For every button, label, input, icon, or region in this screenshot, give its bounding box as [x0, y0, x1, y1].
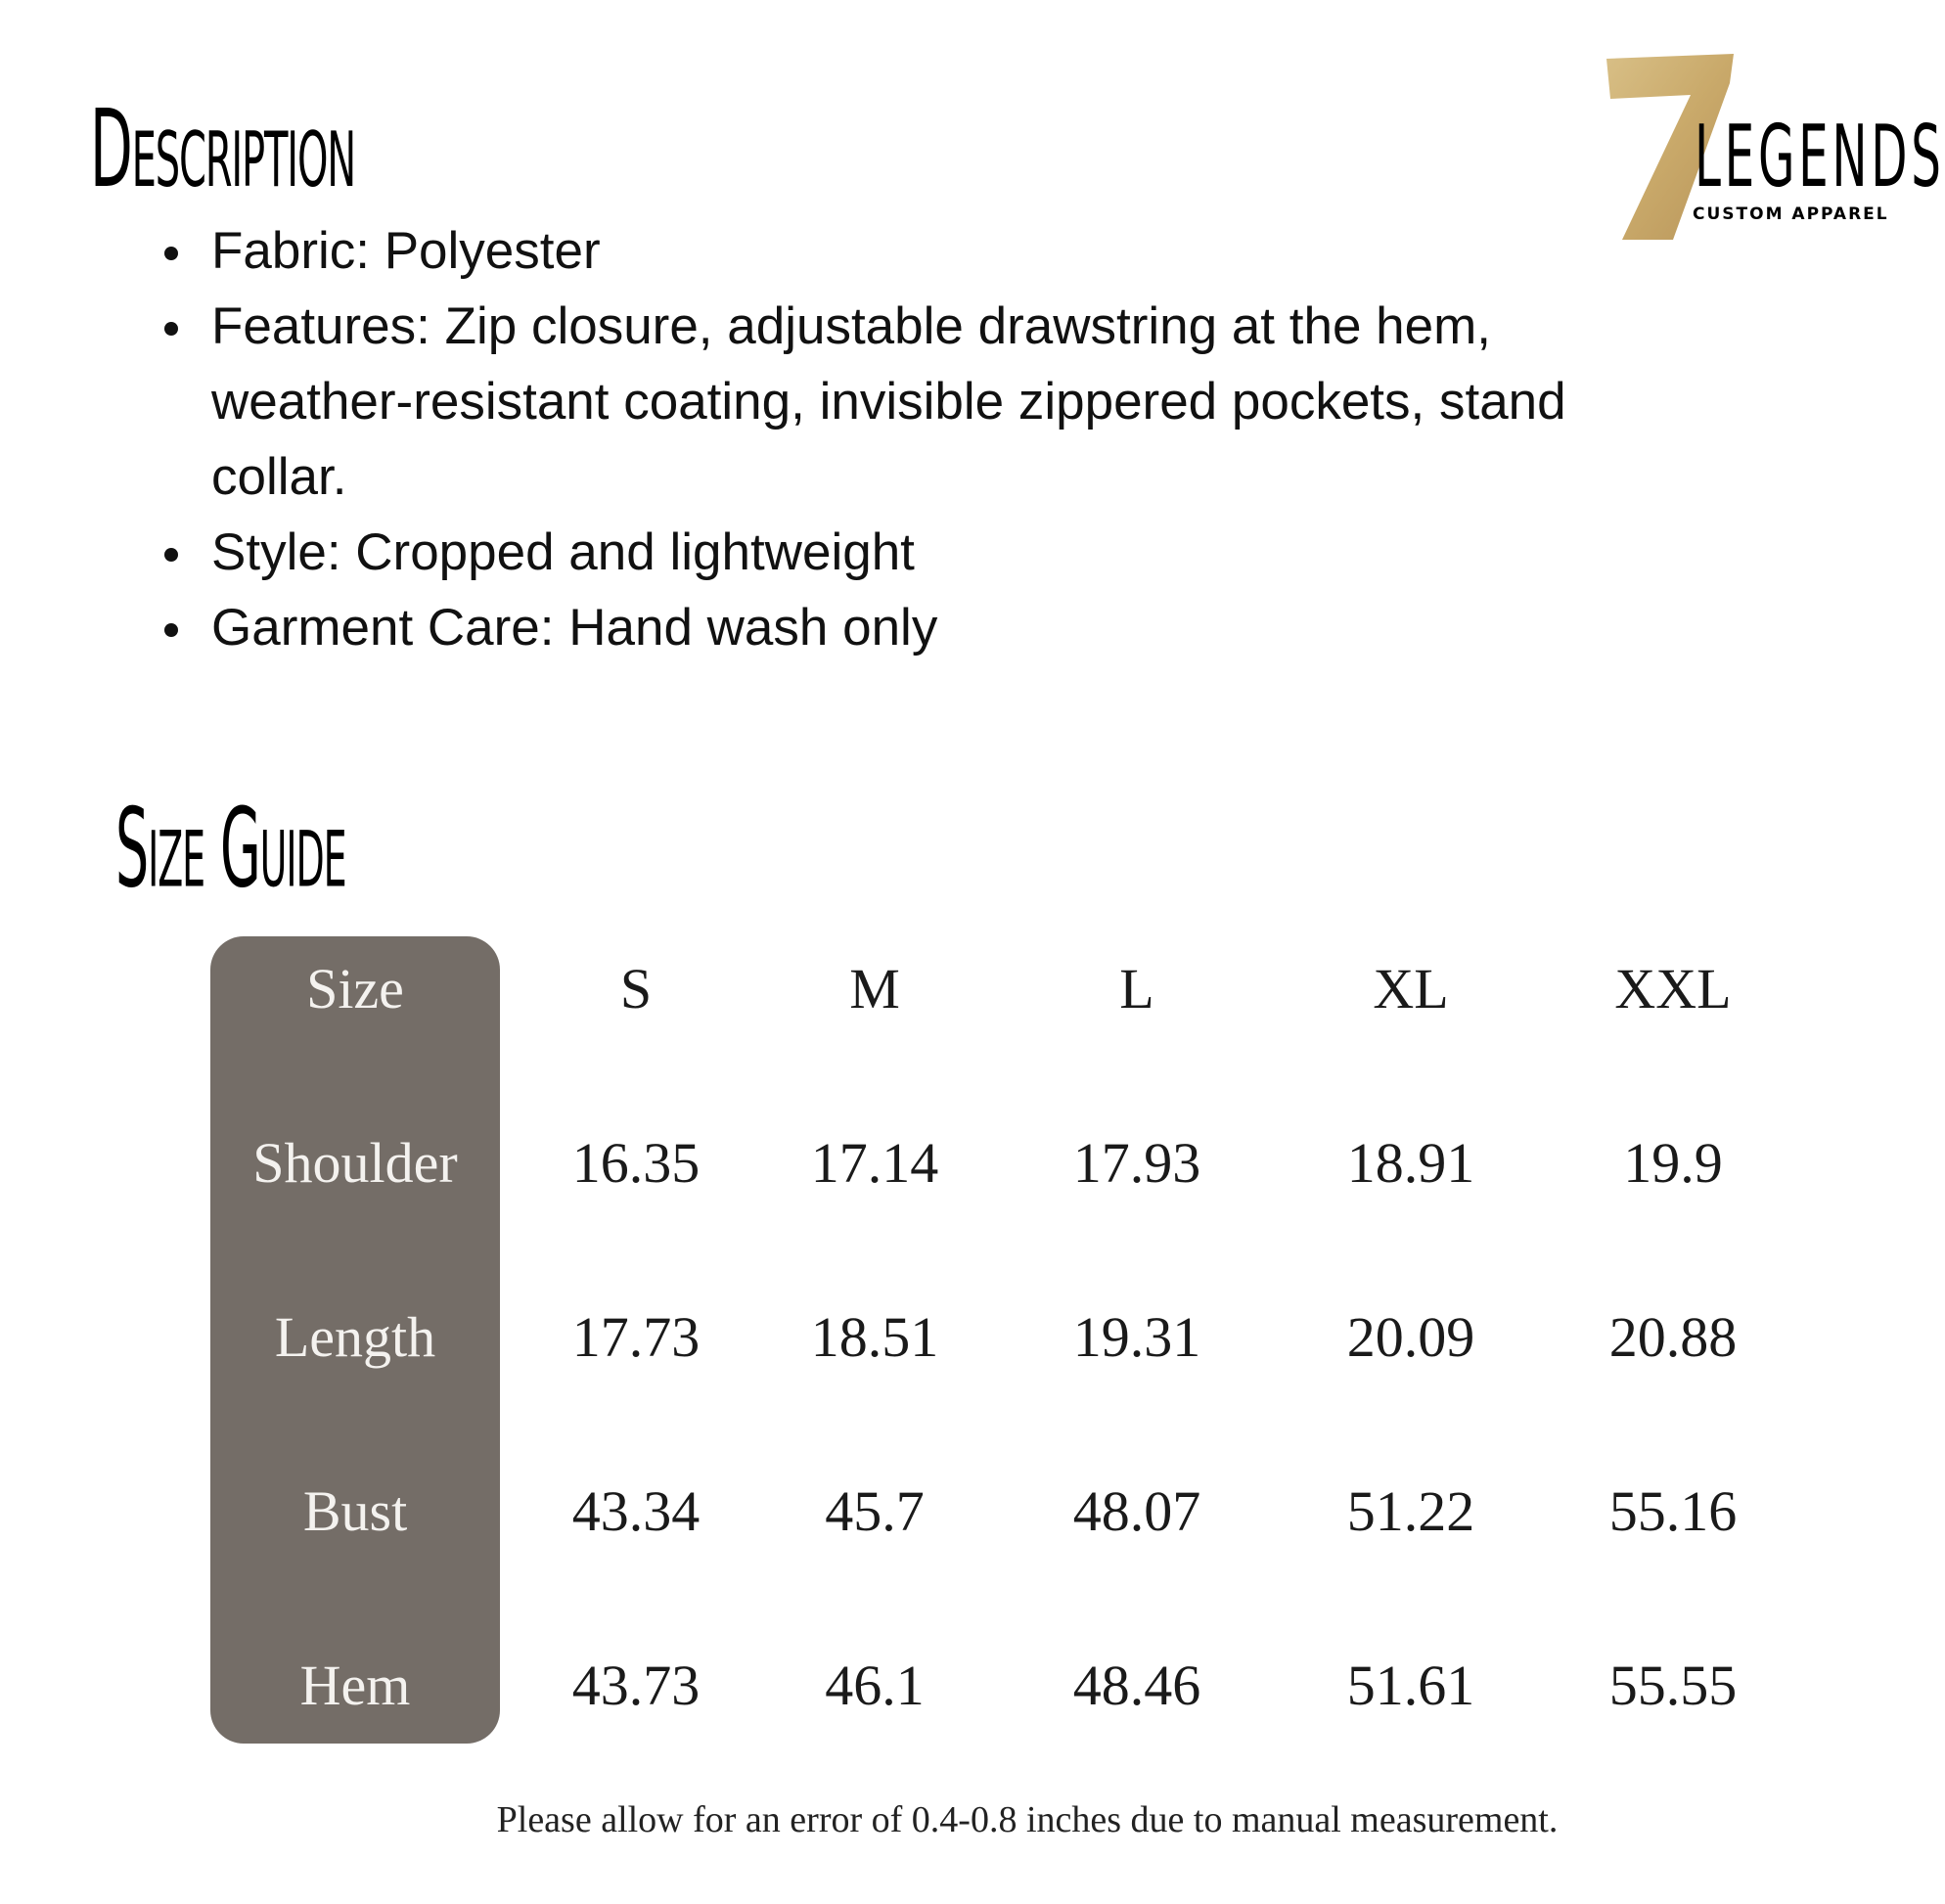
table-cell: 19.31 — [1072, 1305, 1201, 1369]
table-cell: 43.73 — [571, 1654, 701, 1717]
table-cell: 18.91 — [1346, 1131, 1475, 1195]
description-heading: Description — [90, 87, 356, 212]
table-cell: 43.34 — [571, 1479, 701, 1543]
list-item: Features: Zip closure, adjustable drawstring at the hem, weather-resistant coating, invisible zippered pockets, stand collar. — [157, 289, 1605, 515]
logo-word: LEGENDS — [1695, 108, 1945, 207]
table-cell: 20.88 — [1608, 1305, 1738, 1369]
row-label-hem: Hem — [299, 1654, 411, 1717]
row-label-bust: Bust — [302, 1479, 408, 1543]
size-column-header: XXL — [1614, 957, 1732, 1020]
list-item: Style: Cropped and lightweight — [157, 515, 1605, 590]
description-list — [157, 213, 1605, 665]
table-cell: 55.55 — [1608, 1654, 1738, 1717]
size-column-header: XL — [1373, 957, 1449, 1020]
table-cell: 48.46 — [1072, 1654, 1201, 1717]
row-label-length: Length — [274, 1305, 436, 1369]
brand-logo — [1605, 54, 1945, 249]
list-item: Garment Care: Hand wash only — [157, 590, 1605, 665]
size-column-header: M — [849, 957, 900, 1020]
row-label-shoulder: Shoulder — [252, 1131, 458, 1195]
table-cell: 17.93 — [1072, 1131, 1201, 1195]
table-cell: 19.9 — [1623, 1131, 1723, 1195]
table-cell: 55.16 — [1608, 1479, 1738, 1543]
logo-tagline: CUSTOM APPAREL — [1693, 204, 1889, 224]
table-cell: 51.22 — [1346, 1479, 1475, 1543]
size-guide-heading: Size Guide — [115, 785, 346, 913]
table-cell: 51.61 — [1346, 1654, 1475, 1717]
measurement-note: Please allow for an error of 0.4-0.8 inches due to manual measurement. — [496, 1799, 1559, 1840]
list-item: Fabric: Polyester — [157, 213, 1605, 289]
table-cell: 48.07 — [1072, 1479, 1201, 1543]
table-cell: 46.1 — [825, 1654, 925, 1717]
table-cell: 45.7 — [825, 1479, 925, 1543]
size-column-header: S — [619, 957, 653, 1020]
table-cell: 18.51 — [810, 1305, 939, 1369]
table-cell: 17.73 — [571, 1305, 701, 1369]
size-header-label: Size — [306, 957, 404, 1020]
table-cell: 16.35 — [571, 1131, 701, 1195]
size-column-header: L — [1119, 957, 1154, 1020]
table-cell: 17.14 — [810, 1131, 939, 1195]
table-cell: 20.09 — [1346, 1305, 1475, 1369]
